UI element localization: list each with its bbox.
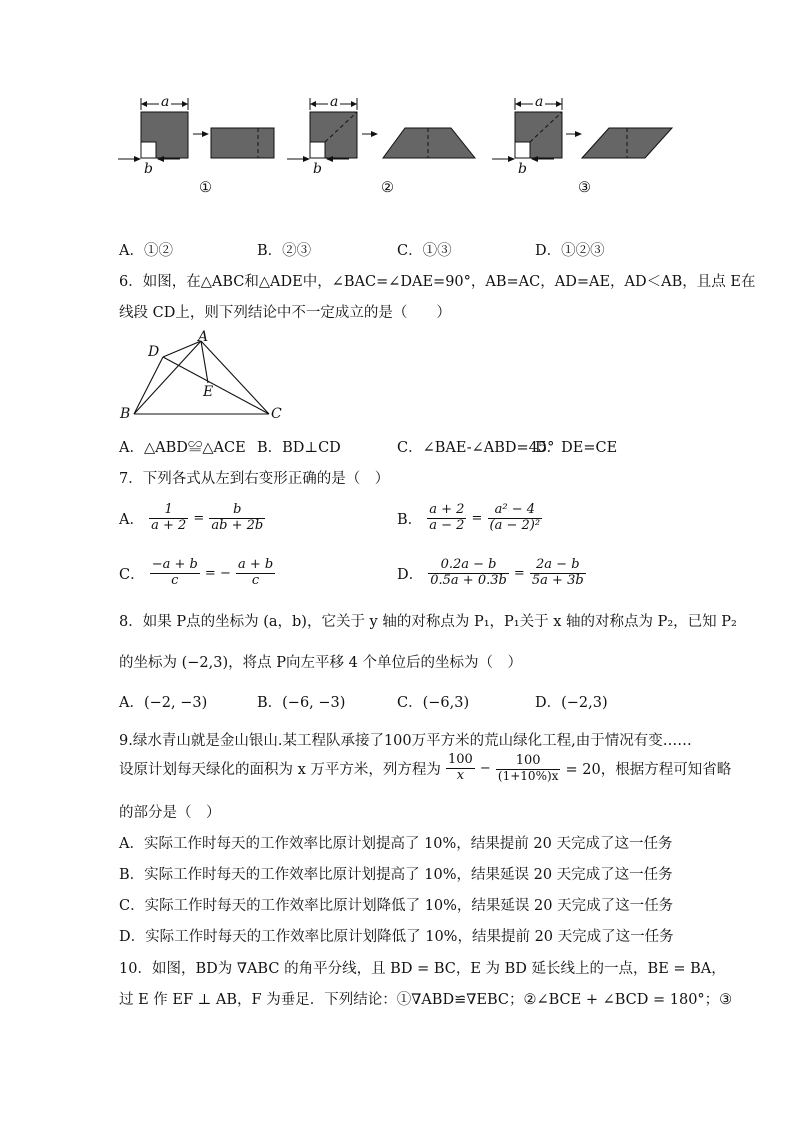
fig3-label-a: a xyxy=(535,94,544,110)
q7-option-d[interactable] xyxy=(397,558,586,589)
q9-line2-post: = 20，根据方程可知省略 xyxy=(565,761,732,778)
q7-d-right-fraction: $\frac{2a - b}{5a + 3b}$ xyxy=(531,557,584,588)
q6-option-b[interactable]: B．BD⊥CD xyxy=(257,440,341,456)
q6-label-e: E xyxy=(203,384,214,400)
q6-label-b: B xyxy=(120,406,131,422)
q7-c-right-fraction: $\frac{a + b}{c}$ xyxy=(237,557,274,588)
q6-stem-line1: 6．如图，在△ABC和△ADE中，∠BAC=∠DAE=90°，AB=AC，AD=AE，AD＜AB，且点 E在 xyxy=(119,274,756,290)
q5-option-c[interactable]: C．①③ xyxy=(397,243,452,259)
q7-c-left-fraction: $\frac{-a + b}{c}$ xyxy=(151,557,198,588)
q7-option-b-label: B． xyxy=(397,511,423,528)
fig2-label-b: b xyxy=(313,161,322,177)
q9-fraction-2: $\frac{100}{(1+10\%)x}$ xyxy=(497,752,559,783)
q10-stem-line2: 过 E 作 EF ⊥ AB，F 为垂足．下列结论：①∇ABD≌∇EBC；②∠BCE + ∠BCD = 180°；③ xyxy=(119,992,733,1008)
q7-d-eq: = xyxy=(513,565,525,581)
figure-1-shapes xyxy=(118,98,274,162)
q7-b-left-fraction: $\frac{a + 2}{a - 2}$ xyxy=(429,502,465,533)
q5-option-a[interactable]: A．①② xyxy=(119,243,173,259)
q6-label-d: D xyxy=(148,344,160,360)
q5-option-d[interactable]: D．①②③ xyxy=(535,243,605,259)
q6-label-c: C xyxy=(271,406,282,422)
q8-stem-line1: 8．如果 P点的坐标为 (a，b)，它关于 y 轴的对称点为 P₁，P₁关于 x 轴的对称点为 P₂，已知 P₂ xyxy=(119,614,737,630)
q7-option-c[interactable] xyxy=(119,558,275,589)
fig3-caption: ③ xyxy=(578,180,591,196)
q7-b-right-fraction: $\frac{\text{a² − 4}}{\text{(a − 2)²}}$ xyxy=(489,502,541,533)
q9-option-d[interactable]: D．实际工作时每天的工作效率比原计划降低了 10%，结果提前 20 天完成了这一任务 xyxy=(119,929,674,945)
q7-option-b[interactable] xyxy=(397,503,542,534)
q6-option-a[interactable]: A．△ABD≌△ACE xyxy=(119,440,246,456)
q7-c-eq: = − xyxy=(204,565,231,581)
q9-stem-line1: 9.绿水青山就是金山银山.某工程队承接了100万平方米的荒山绿化工程,由于情况有变…… xyxy=(119,733,692,749)
q5-option-b[interactable]: B．②③ xyxy=(257,243,312,259)
q9-option-c[interactable]: C．实际工作时每天的工作效率比原计划降低了 10%，结果延误 20 天完成了这一任务 xyxy=(119,898,674,914)
q8-option-b[interactable]: B．(−6, −3) xyxy=(257,695,346,711)
q7-d-left-fraction: $\frac{0.2a - b}{0.5a + 0.3b}$ xyxy=(430,557,507,588)
q9-option-b[interactable]: B．实际工作时每天的工作效率比原计划提高了 10%，结果延误 20 天完成了这一任务 xyxy=(119,867,673,883)
q9-minus: − xyxy=(479,760,491,776)
fig2-label-a: a xyxy=(330,94,339,110)
q8-option-a[interactable]: A．(−2, −3) xyxy=(119,695,208,711)
q10-stem-line1: 10．如图，BD为 ∇ABC 的角平分线，且 BD = BC，E 为 BD 延长线上的一点，BE = BA， xyxy=(119,961,726,977)
q9-line2-pre: 设原计划每天绿化的面积为 x 万平方米，列方程为 xyxy=(119,761,441,778)
q6-stem-line2: 线段 CD上，则下列结论中不一定成立的是（ ） xyxy=(119,305,451,321)
q8-option-d[interactable]: D．(−2,3) xyxy=(535,695,608,711)
q6-label-a: A xyxy=(198,329,209,345)
q7-option-d-label: D． xyxy=(397,566,424,583)
q7-a-eq: = xyxy=(193,510,205,526)
q9-fraction-1: $\frac{100}{x}$ xyxy=(448,752,473,783)
q7-option-c-label: C． xyxy=(119,566,145,583)
q9-option-a[interactable]: A．实际工作时每天的工作效率比原计划提高了 10%，结果提前 20 天完成了这一任务 xyxy=(119,836,673,852)
figure-3-shapes xyxy=(492,98,672,162)
q9-stem-line3: 的部分是（ ） xyxy=(119,805,221,821)
q8-option-c[interactable]: C．(−6,3) xyxy=(397,695,470,711)
fig1-label-a: a xyxy=(161,94,170,110)
q9-stem-line2 xyxy=(119,753,731,784)
q7-option-a[interactable] xyxy=(119,503,265,534)
q7-a-right-fraction: $\frac{b}{ab + 2b}$ xyxy=(211,502,264,533)
figure-1 xyxy=(0,0,794,200)
fig1-caption: ① xyxy=(199,180,212,196)
q8-stem-line2: 的坐标为 (−2,3)，将点 P向左平移 4 个单位后的坐标为（ ） xyxy=(119,655,522,671)
fig2-caption: ② xyxy=(381,180,394,196)
q7-option-a-label: A． xyxy=(119,511,144,528)
figure-2-shapes xyxy=(287,98,475,162)
q7-b-eq: = xyxy=(471,510,483,526)
q6-option-d[interactable]: D．DE=CE xyxy=(535,440,618,456)
q6-option-c[interactable]: C．∠BAE-∠ABD=45° xyxy=(397,440,555,456)
q7-a-left-fraction: $\frac{1}{a + 2}$ xyxy=(151,502,187,533)
fig3-label-b: b xyxy=(518,161,527,177)
fig1-label-b: b xyxy=(144,161,153,177)
q7-stem: 7．下列各式从左到右变形正确的是（ ） xyxy=(119,471,390,487)
